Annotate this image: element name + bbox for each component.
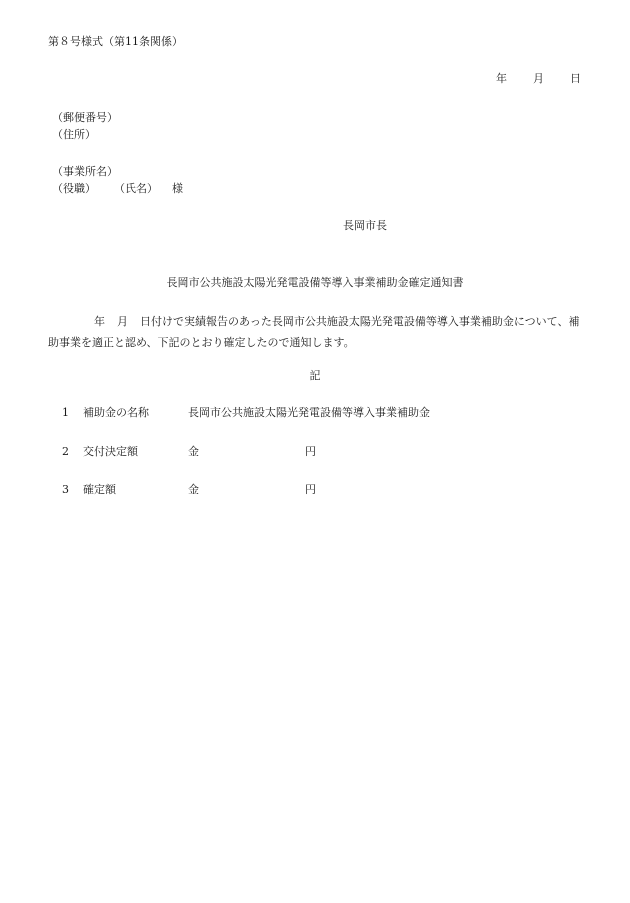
address-label: （住所） bbox=[52, 128, 96, 141]
item-number: 3 bbox=[62, 483, 69, 496]
item-label: 確定額 bbox=[83, 483, 116, 496]
ki-heading: 記 bbox=[309, 369, 321, 382]
date-line bbox=[496, 73, 581, 84]
name-label: （氏名） bbox=[114, 182, 158, 195]
body-month: 月 bbox=[117, 315, 128, 328]
postal-code-label: （郵便番号） bbox=[52, 111, 118, 124]
item-value: 金 bbox=[188, 445, 199, 458]
item-value: 長岡市公共施設太陽光発電設備等導入事業補助金 bbox=[188, 406, 430, 419]
office-name-label: （事業所名） bbox=[52, 165, 118, 178]
item-number: 2 bbox=[62, 445, 69, 458]
body-text bbox=[48, 311, 582, 353]
date-day-label: 日 bbox=[570, 72, 581, 85]
item-yen: 円 bbox=[305, 445, 316, 458]
body-main-text: 日付けで実績報告のあった長岡市公共施設太陽光発電設備等導入事業補助金について、補助事業を適正と認め、下記のとおり確定したので通知します。 bbox=[48, 315, 580, 349]
position-name-line bbox=[52, 183, 183, 194]
honorific: 様 bbox=[172, 182, 183, 195]
item-label: 補助金の名称 bbox=[83, 406, 149, 419]
issuer: 長岡市長 bbox=[343, 219, 387, 232]
date-month-label: 月 bbox=[533, 72, 544, 85]
form-number: 第８号様式（第11条関係） bbox=[48, 35, 183, 48]
item-number: 1 bbox=[62, 406, 69, 419]
position-label: （役職） bbox=[52, 182, 96, 195]
item-yen: 円 bbox=[305, 483, 316, 496]
item-value: 金 bbox=[188, 483, 199, 496]
document-title: 長岡市公共施設太陽光発電設備等導入事業補助金確定通知書 bbox=[166, 276, 464, 289]
date-year-label: 年 bbox=[496, 72, 507, 85]
body-year: 年 bbox=[94, 315, 105, 328]
item-label: 交付決定額 bbox=[83, 445, 138, 458]
